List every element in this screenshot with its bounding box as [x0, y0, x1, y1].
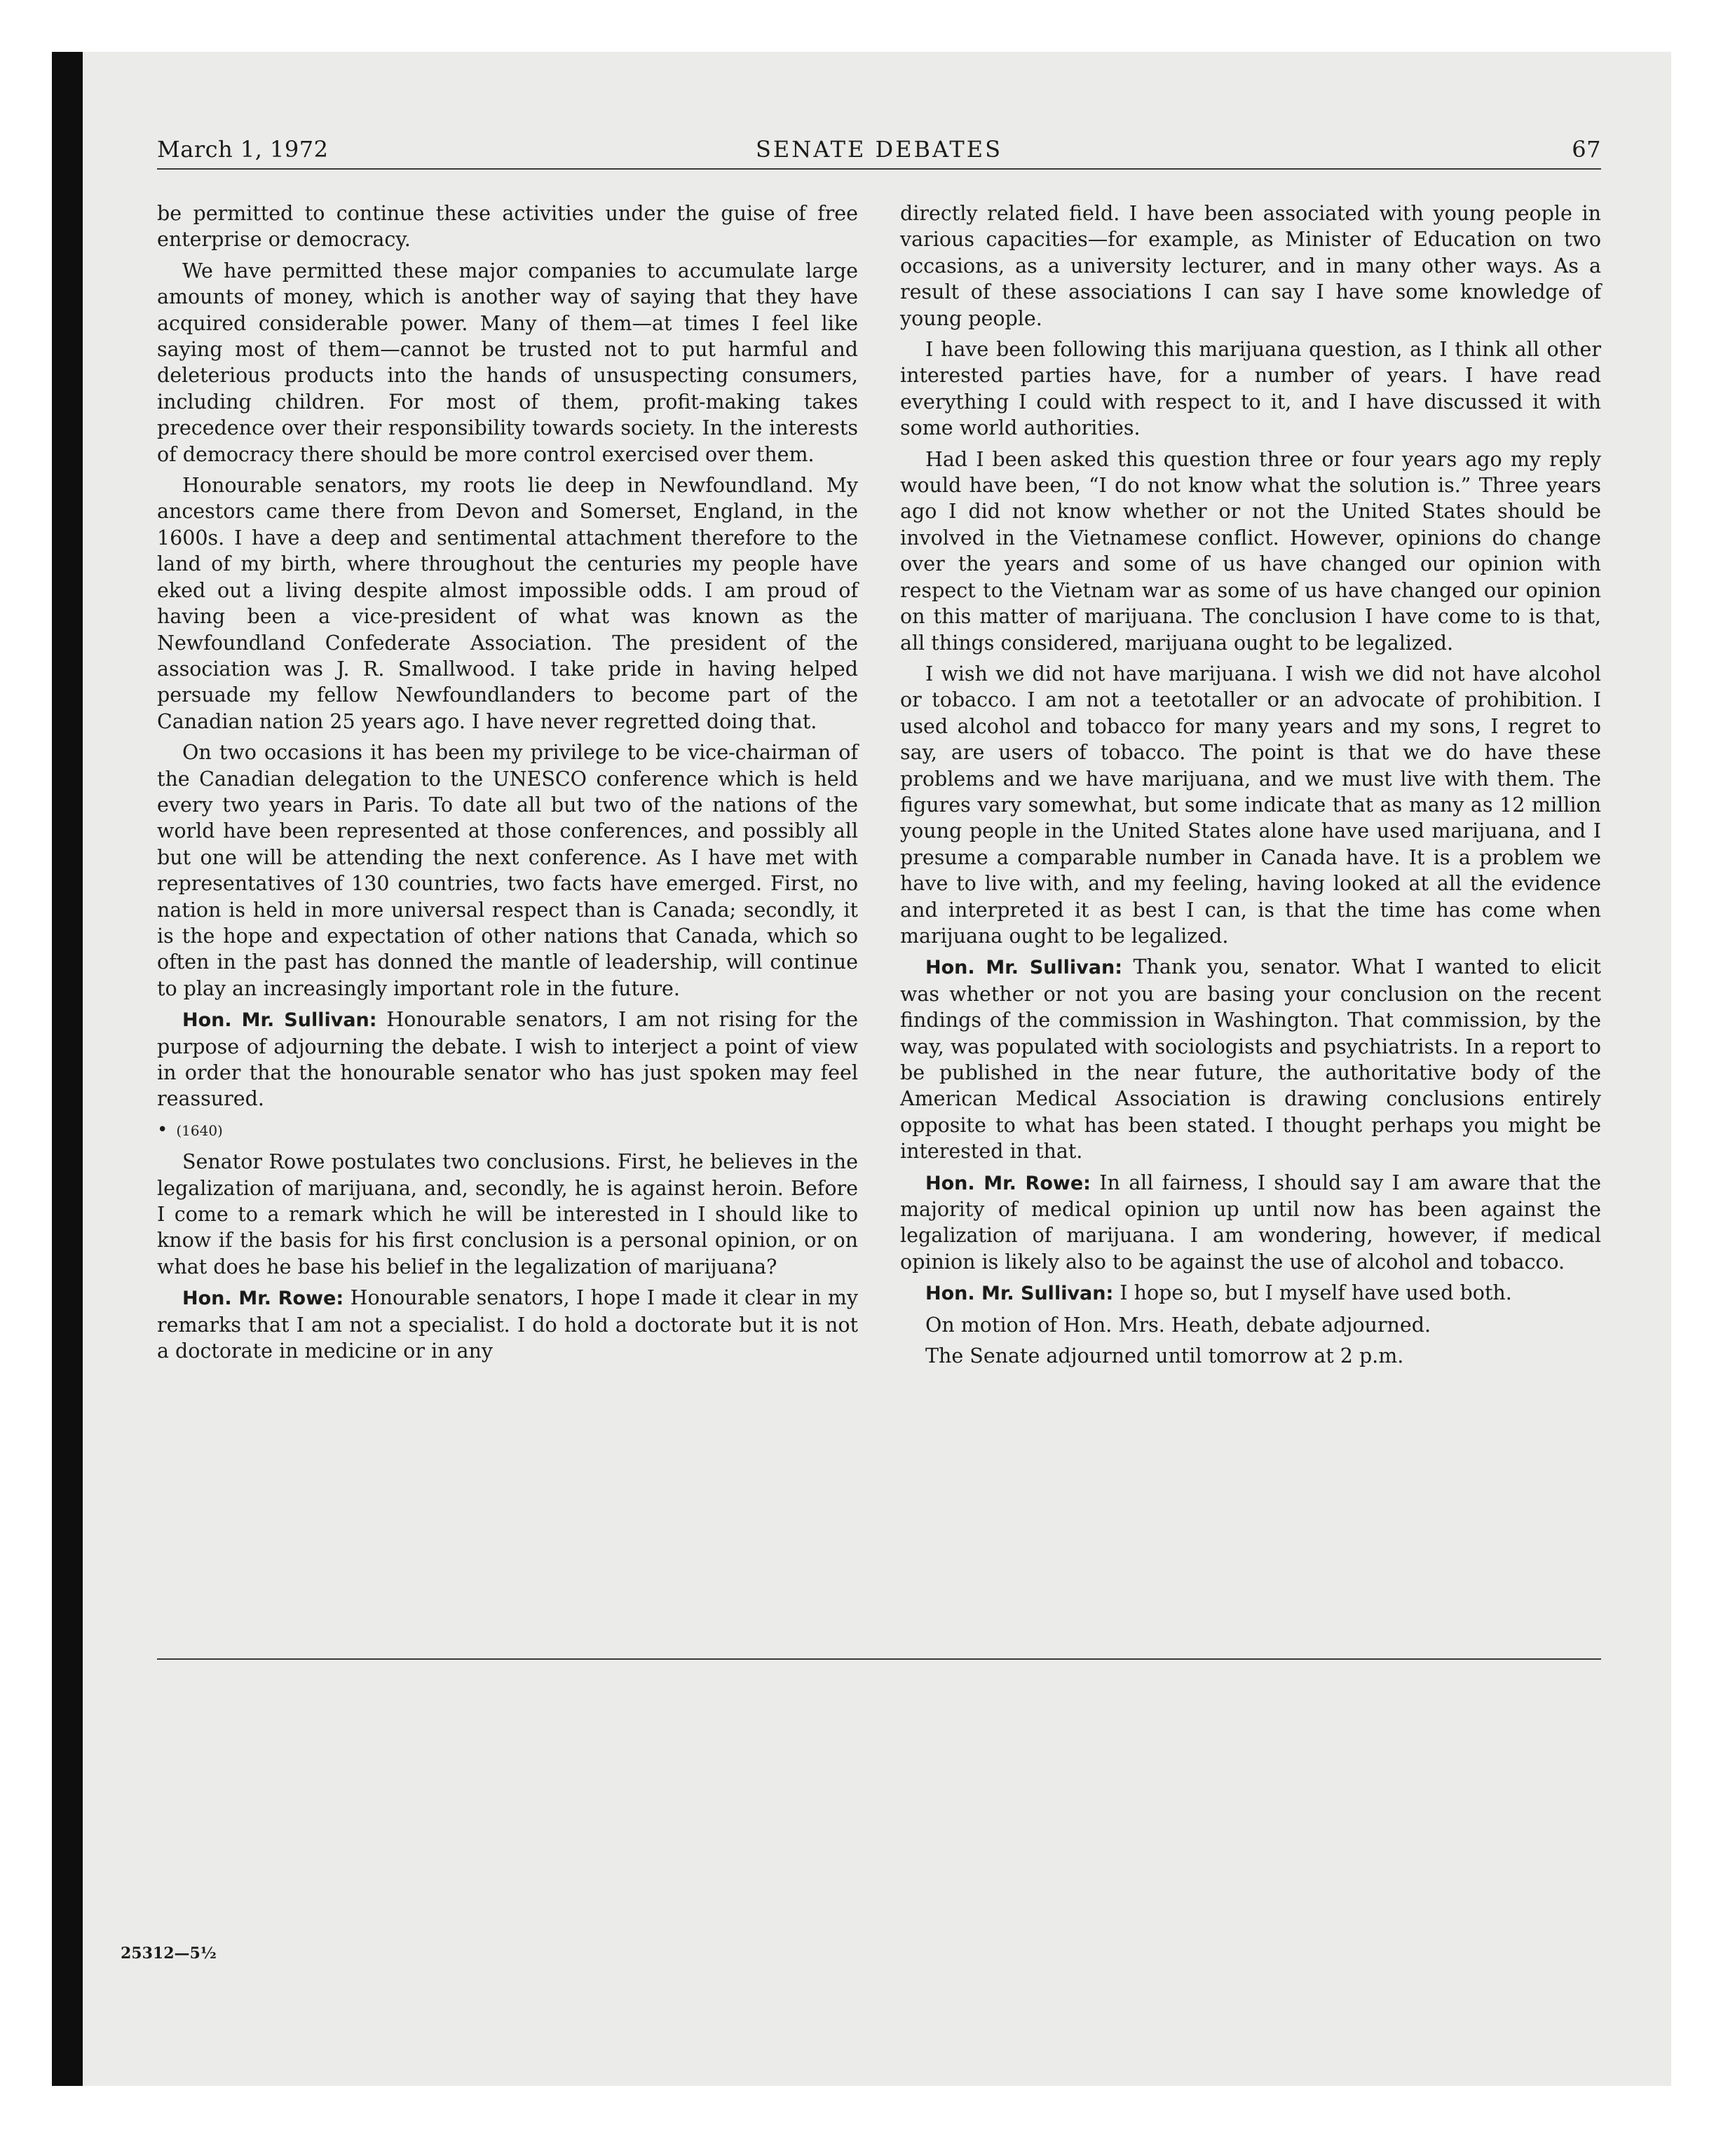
paragraph: We have permitted these major companies to accumulate large amounts of money, which is another way of saying that they have acquired considerable power. Many of them—at times I feel like saying most of them—cannot be trusted not to put harmful and deleterious products into the hands of unsuspecting consumers, including children. For most of them, profit-making takes precedence over their responsibility towards society. In the interests of democracy there should be more control exercised over them. [157, 259, 858, 466]
header-date: March 1, 1972 [157, 136, 329, 163]
speaker-name: Hon. Mr. Sullivan: [925, 957, 1123, 979]
right-column [900, 200, 1601, 1374]
speech-text: Honourable senators, I hope I made it clear in my remarks that I am not a specialist. I do hold a doctorate but it is not a doctorate in medicine or in any [157, 1286, 858, 1363]
paragraph: directly related field. I have been associated with young people in various capacities—for example, as Minister of Education on two occasions, as a university lecturer, and in many other ways. As a result of these associations I can say I have some knowledge of young people. [900, 202, 1601, 330]
speech-text: In all fairness, I should say I am aware that the majority of medical opinion up until now has been against the legalization of marijuana. I am wondering, however, if medical opinion is likely also to be against the use of alcohol and tobacco. [900, 1171, 1601, 1274]
speaker-name: Hon. Mr. Rowe: [182, 1288, 344, 1310]
speaker-name: Hon. Mr. Sullivan: [182, 1009, 377, 1032]
page-number: 67 [1572, 136, 1601, 163]
printer-signature: 25312—5½ [121, 1944, 217, 1963]
speech-text: I hope so, but I myself have used both. [1113, 1281, 1512, 1305]
paragraph: Had I been asked this question three or four years ago my reply would have been, “I do not know what the solution is.” Three years ago I did not know whether or not the United States should be involved in the Vietnamese conflict. However, opinions do change over the years and some of us have changed our opinion with respect to the Vietnam war as some of us have changed our opinion on this matter of marijuana. The conclusion I have come to is that, all things considered, marijuana ought to be legalized. [900, 447, 1601, 655]
speech [157, 1285, 858, 1364]
speech [157, 1007, 858, 1112]
speech-text: Thank you, senator. What I wanted to elicit was whether or not you are basing your conclusion on the recent findings of the commission in Washington. That commission, by the way, was populated with sociologists and psychiatrists. In a report to be published in the near future, the authoritative body of the American Medical Association is drawing conclusions entirely opposite to what has been stated. I thought perhaps you might be interested in that. [900, 955, 1601, 1164]
speech-text: Honourable senators, I am not rising for the purpose of adjourning the debate. I wish to interject a point of view in order that the honourable senator who has just spoken may feel reassured. [157, 1008, 858, 1111]
paragraph: On two occasions it has been my privilege to be vice-chairman of the Canadian delegation to the UNESCO conference which is held every two years in Paris. To date all but two of the nations of the world have been represented at those conferences, and possibly all but one will be attending the next conference. As I have met with representatives of 130 countries, two facts have emerged. First, no nation is held in more universal respect than is Canada; secondly, it is the hope and expectation of other nations that Canada, which so often in the past has donned the mantle of leadership, will continue to play an increasingly important role in the future. [157, 741, 858, 1000]
end-rule [157, 1658, 1601, 1660]
speaker-name: Hon. Mr. Rowe: [925, 1172, 1091, 1194]
paragraph: Honourable senators, my roots lie deep in Newfoundland. My ancestors came there from Devon and Somerset, England, in the 1600s. I have a deep and sentimental attachment therefore to the land of my birth, where throughout the centuries my people have eked out a living despite almost impossible odds. I am proud of having been a vice-president of what was known as the Newfoundland Confederate Association. The president of the association was J. R. Smallwood. I take pride in having helped persuade my fellow Newfoundlanders to become part of the Canadian nation 25 years ago. I have never regretted doing that. [157, 474, 858, 733]
paragraph: On motion of Hon. Mrs. Heath, debate adjourned. [925, 1313, 1431, 1337]
header-title: SENATE DEBATES [755, 136, 1003, 163]
page-content [157, 136, 1643, 2028]
running-head [157, 136, 1601, 170]
paragraph: I have been following this marijuana question, as I think all other interested parties have, for a number of years. I have read everything I could with respect to it, and I have discussed it with some world authorities. [900, 338, 1601, 440]
left-column [157, 200, 858, 1369]
time-marker-text: (1640) [176, 1121, 223, 1139]
time-marker [157, 1117, 858, 1144]
speech [900, 954, 1601, 1164]
paragraph: I wish we did not have marijuana. I wish we did not have alcohol or tobacco. I am not a teetotaller or an advocate of prohibition. I used alcohol and tobacco for many years and my sons, I regret to say, are users of tobacco. The point is that we do have these problems and we have marijuana, and we must live with them. The figures vary somewhat, but some indicate that as many as 12 million young people in the United States alone have used marijuana, and I presume a comparable number in Canada have. It is a problem we have to live with, and my feeling, having looked at all the evidence and interpreted it as best I can, is that the time has come when marijuana ought to be legalized. [900, 662, 1601, 948]
paragraph: Senator Rowe postulates two conclusions. First, he believes in the legalization of marijuana, and, secondly, he is against heroin. Before I come to a remark which he will be interested in I should like to know if the basis for his first conclusion is a personal opinion, or on what does he base his belief in the legalization of marijuana? [157, 1150, 858, 1278]
speech [900, 1170, 1601, 1276]
scanned-page [52, 52, 1671, 2086]
paragraph: be permitted to continue these activities under the guise of free enterprise or democracy. [157, 202, 858, 252]
header-rule [157, 168, 1601, 170]
bullet-icon: • [157, 1119, 168, 1140]
binding-edge [52, 52, 83, 2086]
speech [900, 1280, 1601, 1306]
speaker-name: Hon. Mr. Sullivan: [925, 1283, 1114, 1305]
paragraph: The Senate adjourned until tomorrow at 2 p.m. [925, 1344, 1404, 1368]
